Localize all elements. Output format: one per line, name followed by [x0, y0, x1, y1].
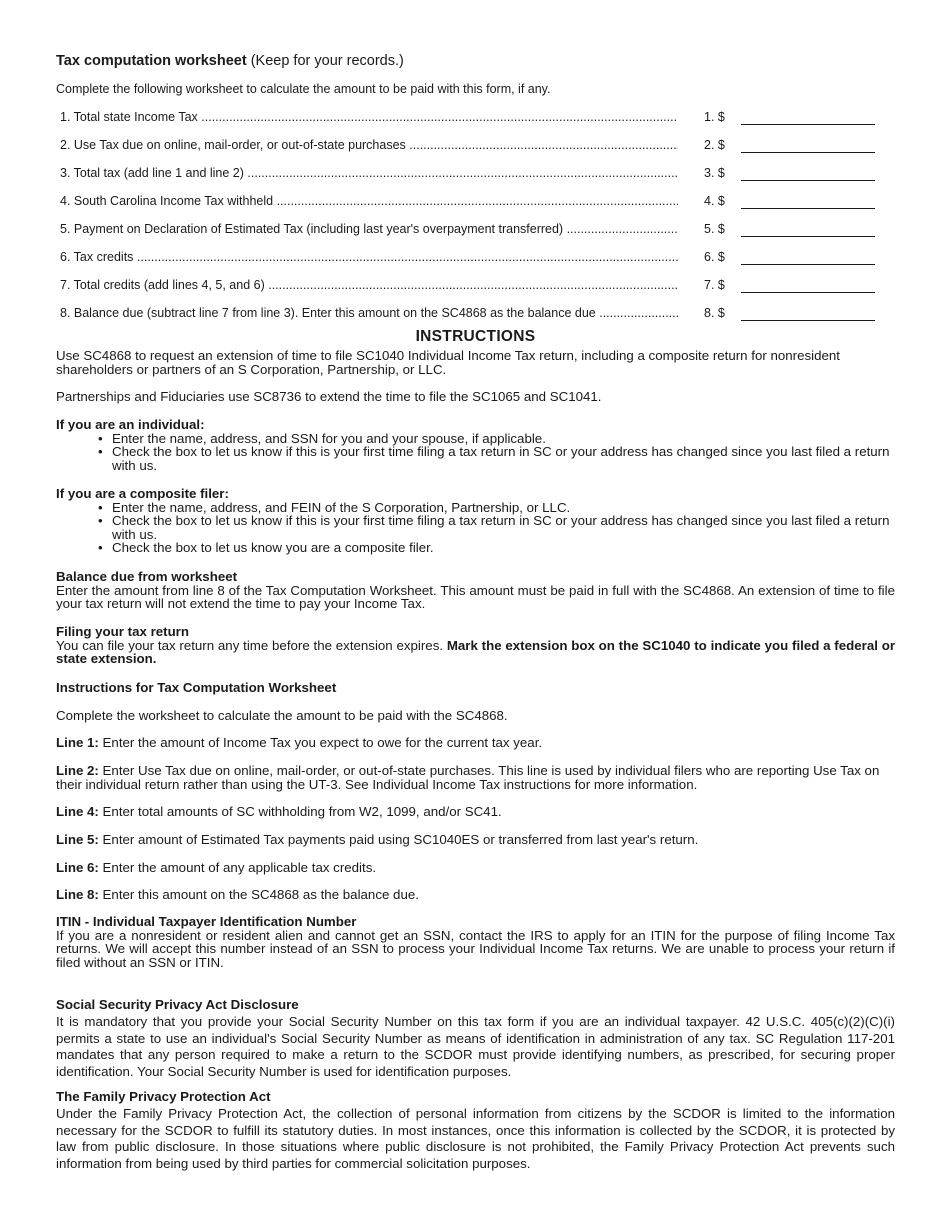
worksheet-line-5 — [60, 222, 895, 240]
instructions-heading: INSTRUCTIONS — [415, 328, 536, 345]
worksheet-line-3 — [60, 166, 895, 184]
line-text: Enter this amount on the SC4868 as the balance due. — [98, 887, 419, 902]
privacy-text: It is mandatory that you provide your Social Security Number on this tax form if you are an individual taxpayer. 42 U.S.C. 405(c)(2)(C)(i) permits a state to use an individual's Social Security Number as means of identification in administration of any tax. SC Regulation 117-201 mandates that any person required to make a return to the SCDOR must provide identifying numbers, as prescribed, for securing proper identification. Your Social Security Number is used for identification purposes. — [56, 1013, 895, 1080]
worksheet-line-7 — [60, 278, 895, 296]
partnerships-paragraph: Partnerships and Fiduciaries use SC8736 to extend the time to file the SC1065 and SC1041. — [56, 389, 602, 404]
individual-section — [56, 418, 895, 472]
filing-section — [56, 625, 895, 666]
individual-list — [56, 432, 895, 473]
worksheet-line-number: 1. $ — [704, 110, 725, 124]
line-2-amount-field[interactable] — [741, 152, 875, 153]
balance-due-section — [56, 570, 895, 611]
worksheet-line-1 — [60, 110, 895, 128]
line-label: Line 6: — [56, 860, 99, 875]
filing-text: You can file your tax return any time before the extension expires. — [56, 637, 447, 653]
worksheet-line-8 — [60, 306, 895, 324]
filing-heading: Filing your tax return — [56, 624, 189, 639]
worksheet-line-desc: 4. South Carolina Income Tax withheld ..... — [60, 194, 678, 208]
worksheet-line-6 — [60, 250, 895, 268]
worksheet-line-desc: 1. Total state Income Tax ..... — [60, 110, 678, 124]
list-item: • Check the box to let us know if this is your first time filing a tax return in SC or your address has changed since you last filed a return with us. — [112, 445, 895, 472]
balance-due-heading: Balance due from worksheet — [56, 569, 238, 584]
line-label: Line 4: — [56, 804, 99, 819]
line-text: Enter Use Tax due on online, mail-order, or out-of-state purchases. This line is used by individual filers who are reporting Use Tax on their individual return rather than using the UT-3. See Individual Income Tax instructions for more information. — [56, 763, 880, 792]
itin-section — [56, 915, 895, 969]
line-3-amount-field[interactable] — [741, 180, 875, 181]
worksheet-instructions-heading: Instructions for Tax Computation Worksheet — [56, 680, 337, 695]
line-7-amount-field[interactable] — [741, 292, 875, 293]
privacy-heading: Social Security Privacy Act Disclosure — [56, 997, 299, 1012]
worksheet-line-desc: 8. Balance due (subtract line 7 from line 3). Enter this amount on the SC4868 as the balance due ..... — [60, 306, 678, 320]
individual-heading: If you are an individual: — [56, 417, 205, 432]
line-6-instruction — [56, 861, 895, 875]
worksheet-intro: Complete the following worksheet to calculate the amount to be paid with this form, if any. — [56, 82, 551, 96]
line-8-instruction — [56, 888, 895, 902]
worksheet-title — [56, 53, 404, 69]
line-1-instruction — [56, 736, 895, 750]
list-item: • Enter the name, address, and SSN for you and your spouse, if applicable. — [112, 432, 895, 446]
family-privacy-heading: The Family Privacy Protection Act — [56, 1089, 271, 1104]
worksheet-line-number: 2. $ — [704, 138, 725, 152]
line-1-amount-field[interactable] — [741, 124, 875, 125]
intro-paragraph: Use SC4868 to request an extension of time to file SC1040 Individual Income Tax return, including a composite return for nonresident shareholders or partners of an S Corporation, Partnership, or LLC. — [56, 348, 840, 377]
composite-list — [56, 501, 895, 555]
composite-section — [56, 487, 895, 555]
line-5-amount-field[interactable] — [741, 236, 875, 237]
line-8-amount-field[interactable] — [741, 320, 875, 321]
line-text: Enter the amount of any applicable tax credits. — [98, 860, 377, 875]
worksheet-line-number: 5. $ — [704, 222, 725, 236]
worksheet-line-desc: 6. Tax credits ..... — [60, 250, 678, 264]
filing-text-block — [56, 639, 895, 666]
list-item: • Check the box to let us know if this is your first time filing a tax return in SC or your address has changed since you last filed a return with us. — [112, 514, 895, 541]
privacy-section — [56, 997, 895, 1081]
list-item: • Check the box to let us know you are a composite filer. — [112, 541, 895, 555]
worksheet-line-desc: 2. Use Tax due on online, mail-order, or out-of-state purchases ..... — [60, 138, 678, 152]
composite-heading: If you are a composite filer: — [56, 486, 229, 501]
line-4-amount-field[interactable] — [741, 208, 875, 209]
worksheet-line-desc: 3. Total tax (add line 1 and line 2) ..... — [60, 166, 678, 180]
worksheet-line-2 — [60, 138, 895, 156]
worksheet-line-number: 3. $ — [704, 166, 725, 180]
line-label: Line 2: — [56, 763, 99, 778]
worksheet-title-note: (Keep for your records.) — [246, 53, 404, 69]
worksheet-line-number: 4. $ — [704, 194, 725, 208]
filing-bold-text: Mark the extension box on the SC1040 to indicate you filed a federal or state extension. — [56, 637, 895, 667]
line-label: Line 5: — [56, 832, 99, 847]
line-label: Line 8: — [56, 887, 99, 902]
line-text: Enter the amount of Income Tax you expect to owe for the current tax year. — [98, 735, 543, 750]
line-6-amount-field[interactable] — [741, 264, 875, 265]
worksheet-line-desc: 7. Total credits (add lines 4, 5, and 6) ..... — [60, 278, 678, 292]
worksheet-line-desc: 5. Payment on Declaration of Estimated Tax (including last year's overpayment transferred) ..... — [60, 222, 678, 236]
line-label: Line 1: — [56, 735, 99, 750]
worksheet-line-number: 7. $ — [704, 278, 725, 292]
line-2-instruction — [56, 764, 895, 791]
worksheet-instructions-intro: Complete the worksheet to calculate the amount to be paid with the SC4868. — [56, 708, 508, 723]
worksheet-line-4 — [60, 194, 895, 212]
line-5-instruction — [56, 833, 895, 847]
worksheet-title-bold: Tax computation worksheet — [56, 53, 247, 69]
line-text: Enter total amounts of SC withholding from W2, 1099, and/or SC41. — [98, 804, 502, 819]
list-item: • Enter the name, address, and FEIN of the S Corporation, Partnership, or LLC. — [112, 501, 895, 515]
line-text: Enter amount of Estimated Tax payments paid using SC1040ES or transferred from last year's return. — [98, 832, 699, 847]
family-privacy-section — [56, 1089, 895, 1173]
worksheet-line-number: 6. $ — [704, 250, 725, 264]
worksheet-line-number: 8. $ — [704, 306, 725, 320]
line-4-instruction — [56, 805, 895, 819]
itin-heading: ITIN - Individual Taxpayer Identification Number — [56, 914, 357, 929]
itin-text: If you are a nonresident or resident alien and cannot get an SSN, contact the IRS to apply for an ITIN for the purpose of filing Income Tax returns. We will accept this number instead of an SSN to process your Individual Income Tax returns. We are unable to process your return if filed without an SSN or ITIN. — [56, 927, 895, 970]
family-privacy-text: Under the Family Privacy Protection Act, the collection of personal information from citizens by the SCDOR is limited to the information necessary for the SCDOR to fulfill its statutory duties. In most instances, once this information is collected by the SCDOR, it is protected by law from public disclosure. In those situations where public disclosure is not prohibited, the Family Privacy Protection Act prevents such information from being used by third parties for commercial solicitation purposes. — [56, 1105, 895, 1172]
balance-due-text: Enter the amount from line 8 of the Tax Computation Worksheet. This amount must be paid in full with the SC4868. An extension of time to file your tax return will not extend the time to pay your Income Tax. — [56, 582, 895, 612]
